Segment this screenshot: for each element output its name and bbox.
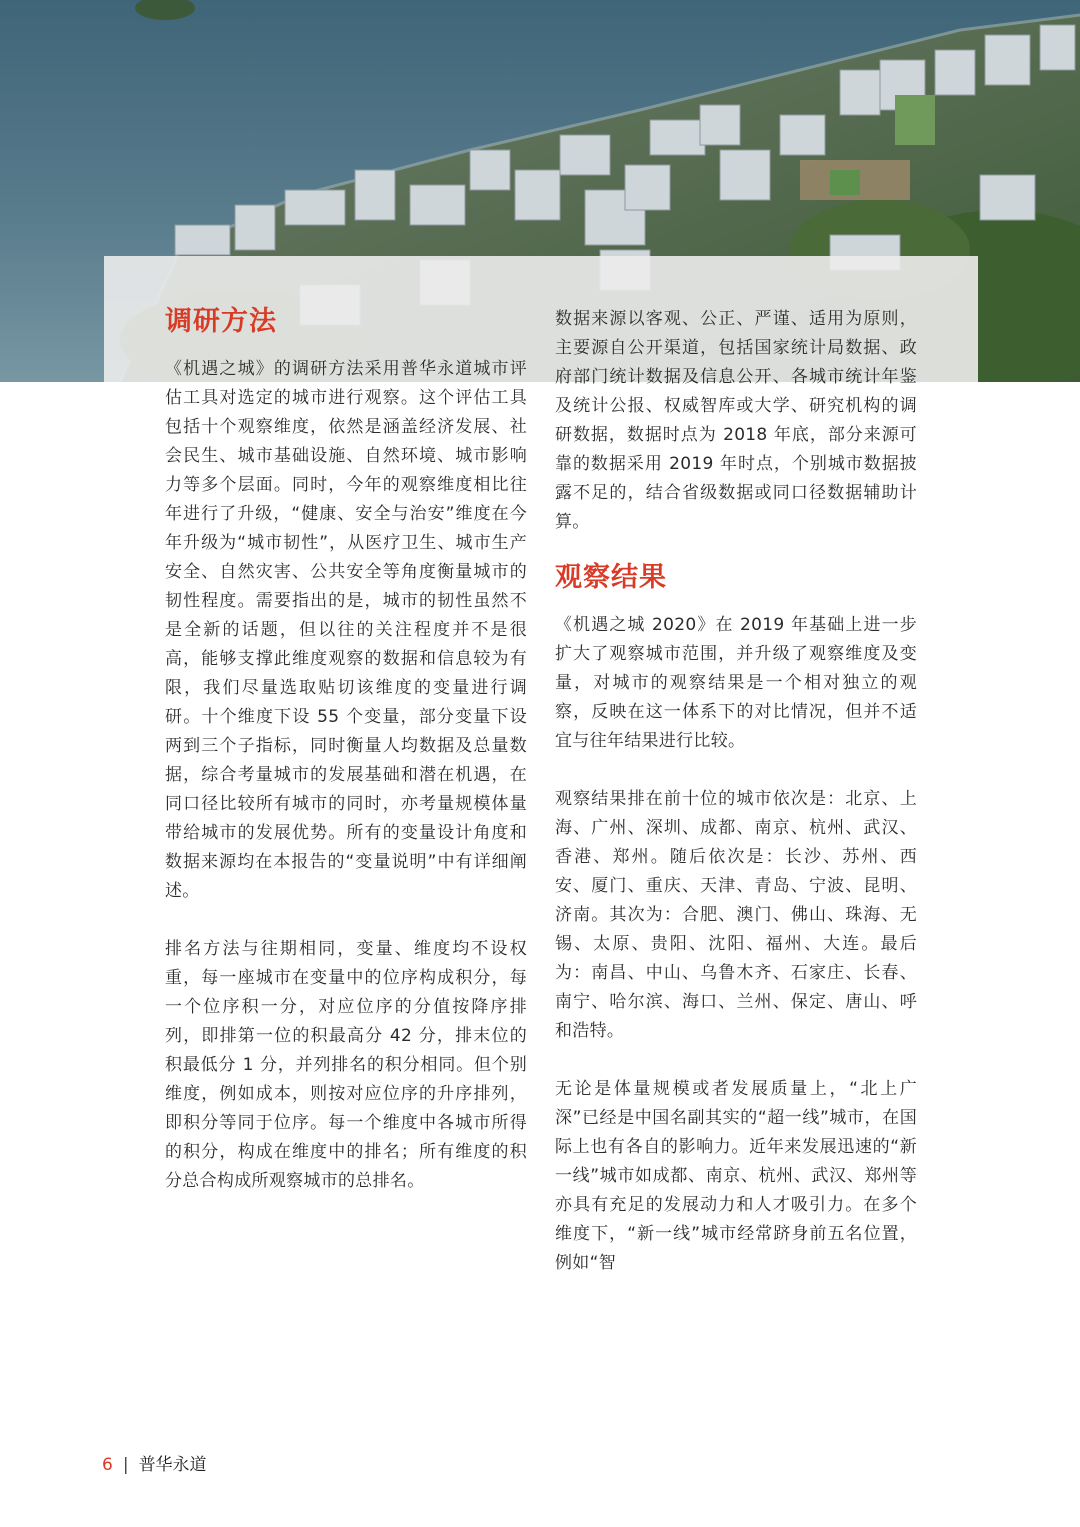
results-paragraph-1: 《机遇之城 2020》在 2019 年基础上进一步扩大了观察城市范围，并升级了观察维度及变量，对城市的观察结果是一个相对独立的观察，反映在这一体系下的对比情况，但并不适宜与往年结果进行比较。 — [555, 615, 917, 751]
footer-brand: 普华永道 — [138, 1455, 207, 1475]
section-title-results: 观察结果 — [555, 562, 667, 593]
results-paragraph-2: 观察结果排在前十位的城市依次是：北京、上海、广州、深圳、成都、南京、杭州、武汉、香港、郑州。随后依次是：长沙、苏州、西安、厦门、重庆、天津、青岛、宁波、昆明、济南。其次为：合肥、澳门、佛山、珠海、无锡、太原、贵阳、沈阳、福州、大连。最后为：南昌、中山、乌鲁木齐、石家庄、长春、南宁、哈尔滨、海口、兰州、保定、唐山、呼和浩特。 — [555, 789, 917, 1041]
section-title-methods: 调研方法 — [165, 306, 277, 337]
page-number: 6 — [102, 1455, 113, 1475]
methods-paragraph-continued: 数据来源以客观、公正、严谨、适用为原则，主要源自公开渠道，包括国家统计局数据、政府部门统计数据及信息公开、各城市统计年鉴及统计公报、权威智库或大学、研究机构的调研数据，数据时点为 2018 年底，部分来源可靠的数据采用 2019 年时点，个别城市数据披露不足的，结合省级数据或同口径数据辅助计算。 — [555, 309, 917, 532]
right-column — [555, 305, 917, 1278]
methods-paragraph-1: 《机遇之城》的调研方法采用普华永道城市评估工具对选定的城市进行观察。这个评估工具包括十个观察维度，依然是涵盖经济发展、社会民生、城市基础设施、自然环境、城市影响力等多个层面。同时，今年的观察维度相比往年进行了升级，“健康、安全与治安”维度在今年升级为“城市韧性”，从医疗卫生、城市生产安全、自然灾害、公共安全等角度衡量城市的韧性程度。需要指出的是，城市的韧性虽然不是全新的话题，但以往的关注程度并不是很高，能够支撑此维度观察的数据和信息较为有限，我们尽量选取贴切该维度的变量进行调研。十个维度下设 55 个变量，部分变量下设两到三个子指标，同时衡量人均数据及总量数据，综合考量城市的发展基础和潜在机遇，在同口径比较所有城市的同时，亦考量规模体量带给城市的发展优势。所有的变量设计角度和数据来源均在本报告的“变量说明”中有详细阐述。 — [165, 359, 527, 901]
methods-paragraph-2: 排名方法与往期相同，变量、维度均不设权重，每一座城市在变量中的位序构成积分，每一个位序积一分，对应位序的分值按降序排列，即排第一位的积最高分 42 分，排末位的积最低分 1 分，并列排名的积分相同。但个别维度，例如成本，则按对应位序的升序排列，即积分等同于位序。每一个维度中各城市所得的积分，构成在维度中的排名；所有维度的积分总合构成所观察城市的总排名。 — [165, 939, 527, 1191]
results-paragraph-3: 无论是体量规模或者发展质量上，“北上广深”已经是中国名副其实的“超一线”城市，在国际上也有各自的影响力。近年来发展迅速的“新一线”城市如成都、南京、杭州、武汉、郑州等亦具有充足的发展动力和人才吸引力。在多个维度下，“新一线”城市经常跻身前五名位置，例如“智 — [555, 1079, 917, 1273]
left-column — [165, 305, 527, 1196]
footer-separator: | — [122, 1455, 129, 1475]
page-footer — [102, 1450, 207, 1475]
